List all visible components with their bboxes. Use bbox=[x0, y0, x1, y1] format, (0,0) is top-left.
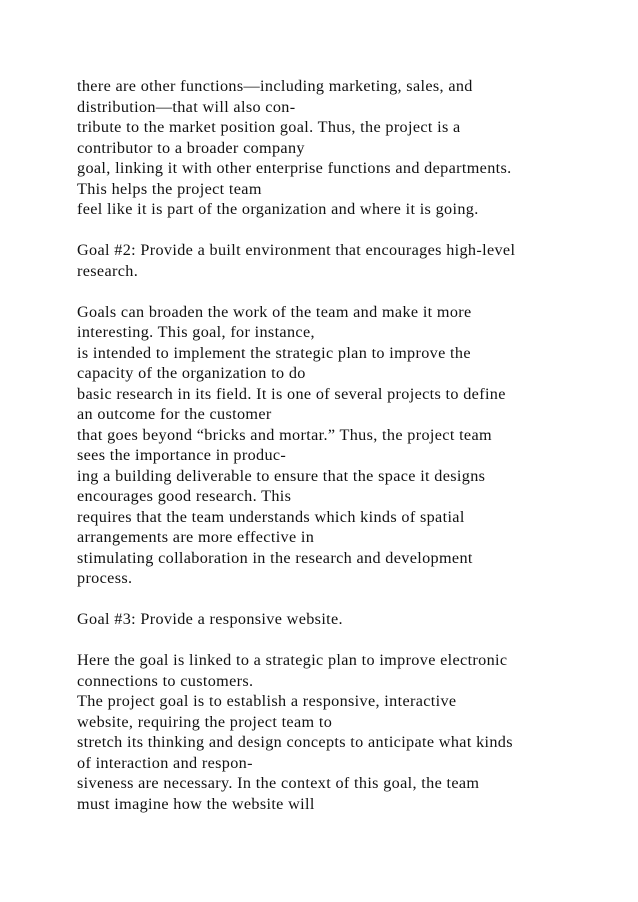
text-line: there are other functions—including marketing, sales, and bbox=[77, 77, 473, 95]
text-line: an outcome for the customer bbox=[77, 405, 272, 423]
text-line: ing a building deliverable to ensure that the space it designs bbox=[77, 466, 486, 485]
text-line: Goal #2: Provide a built environment that encourages high-level bbox=[77, 241, 516, 259]
text-line: arrangements are more effective in bbox=[77, 528, 315, 546]
text-line: must imagine how the website will bbox=[77, 794, 315, 813]
text-line: Here the goal is linked to a strategic plan to improve electronic bbox=[77, 651, 508, 669]
text-line: contributor to a broader company bbox=[77, 138, 305, 157]
text-line: goal, linking it with other enterprise functions and departments. bbox=[77, 159, 512, 177]
paragraph-goal-3 bbox=[77, 650, 617, 814]
text-line: is intended to implement the strategic plan to improve the bbox=[77, 343, 471, 362]
text-line: capacity of the organization to do bbox=[77, 364, 306, 382]
text-line: connections to customers. bbox=[77, 671, 254, 690]
text-line: research. bbox=[77, 261, 139, 280]
text-line: of interaction and respon- bbox=[77, 753, 253, 772]
text-line: that goes beyond “bricks and mortar.” Thus, the project team bbox=[77, 425, 492, 444]
paragraph-spacer bbox=[77, 220, 617, 241]
text-line: requires that the team understands which kinds of spatial bbox=[77, 507, 465, 526]
text-line: feel like it is part of the organization and where it is going. bbox=[77, 200, 479, 218]
text-line: process. bbox=[77, 569, 133, 587]
text-line: basic research in its field. It is one of several projects to define bbox=[77, 384, 506, 403]
text-line: interesting. This goal, for instance, bbox=[77, 323, 315, 341]
text-line: tribute to the market position goal. Thus, the project is a bbox=[77, 118, 461, 136]
text-line: Goals can broaden the work of the team and make it more bbox=[77, 302, 472, 321]
paragraph-market-position bbox=[77, 76, 617, 220]
text-line: siveness are necessary. In the context of this goal, the team bbox=[77, 774, 480, 792]
text-line: website, requiring the project team to bbox=[77, 712, 333, 731]
paragraph-spacer bbox=[77, 281, 617, 302]
text-line: encourages good research. This bbox=[77, 487, 292, 505]
text-line: stretch its thinking and design concepts to anticipate what kinds bbox=[77, 733, 513, 751]
goal-2-heading bbox=[77, 240, 617, 281]
text-line: Goal #3: Provide a responsive website. bbox=[77, 610, 343, 628]
paragraph-goal-2 bbox=[77, 302, 617, 589]
goal-3-heading bbox=[77, 609, 617, 630]
text-line: stimulating collaboration in the research and development bbox=[77, 548, 473, 567]
body-text bbox=[77, 76, 617, 814]
text-line: The project goal is to establish a responsive, interactive bbox=[77, 692, 457, 710]
text-line: This helps the project team bbox=[77, 179, 262, 198]
text-line: sees the importance in produc- bbox=[77, 446, 287, 464]
paragraph-spacer bbox=[77, 630, 617, 651]
paragraph-spacer bbox=[77, 589, 617, 610]
text-line: distribution—that will also con- bbox=[77, 97, 296, 116]
